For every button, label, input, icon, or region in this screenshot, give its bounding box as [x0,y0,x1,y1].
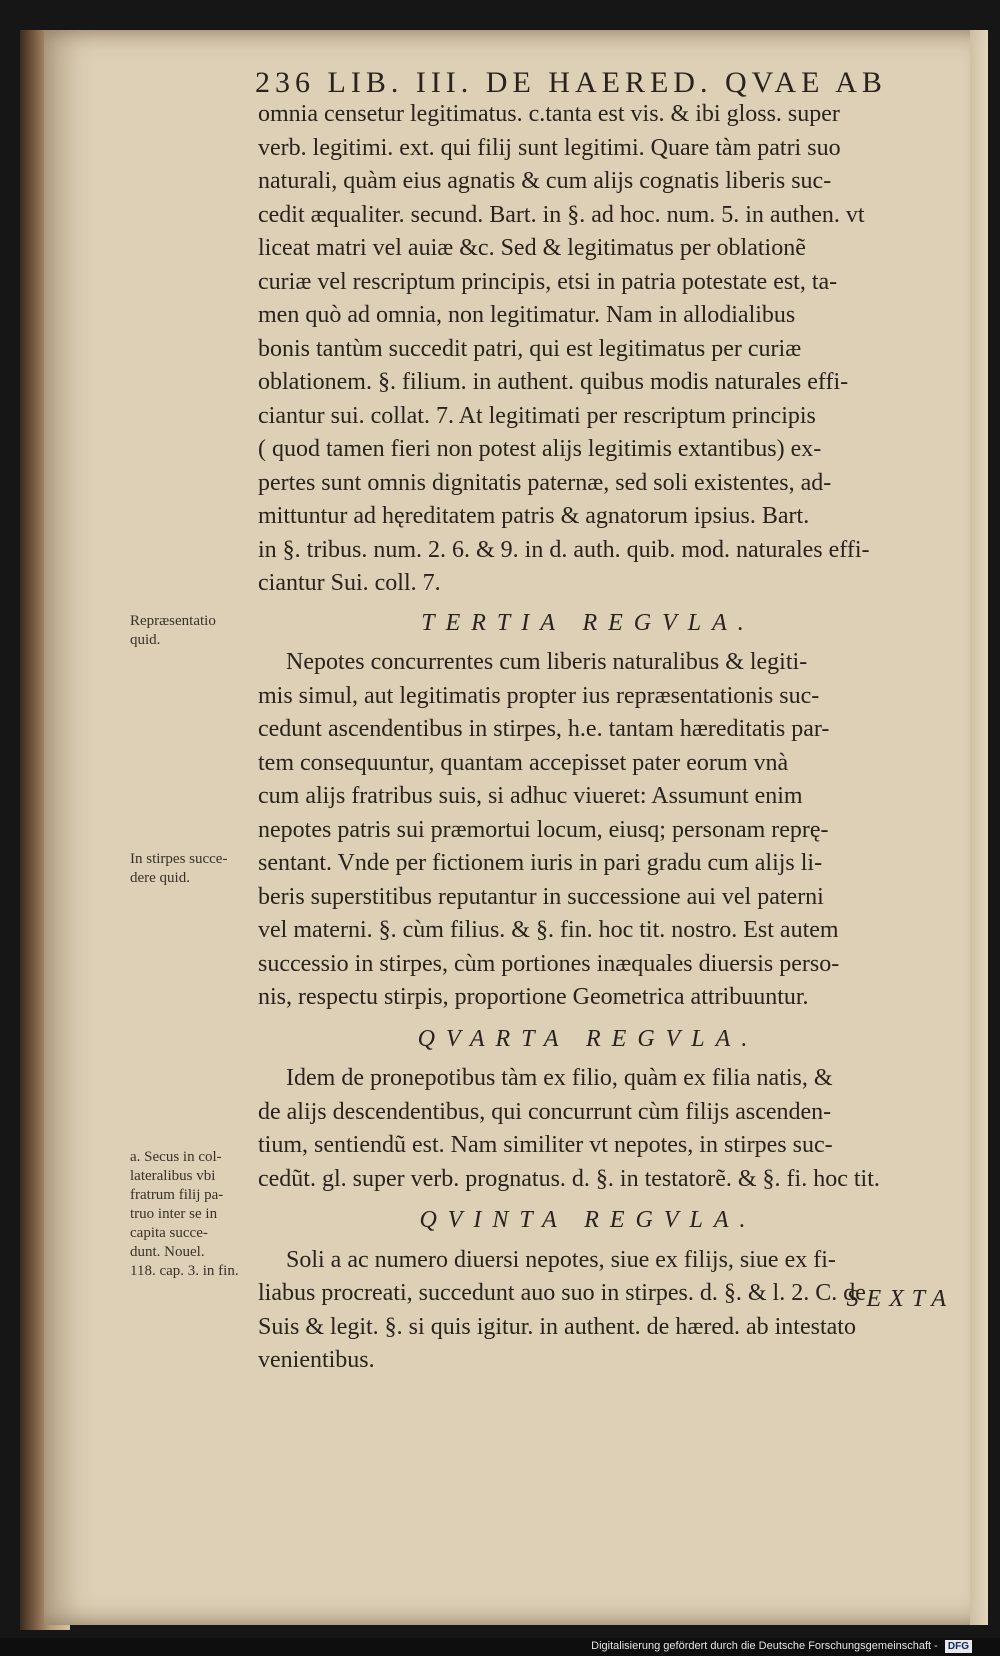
catchword: SEXTA [846,1286,954,1312]
rule-heading-quinta: QVINTA REGVLA. [419,1207,757,1233]
paragraph-3: Idem de pronepotibus tàm ex filio, quàm ex filia natis, & de alijs descendentibus, qui concurrunt cùm filijs ascenden- tium, sentiendũ est. Nam similiter vt nepotes, in stirpes suc- cedũt. gl. super verb. prognatus. d. §. in testatorẽ. & §. fi. hoc tit. [258,1065,880,1192]
funding-footer [591,1638,972,1654]
main-text [258,98,918,1378]
rule-heading-tertia: TERTIA REGVLA. [421,609,755,636]
paragraph-4: Soli a ac numero diuersi nepotes, siue ex filijs, siue ex fi- liabus procreati, succedunt auo suo in stirpes. d. §. & l. 2. C. de Suis & legit. §. si quis igitur. in authent. de hæred. ab intestato venientibus. [258,1246,866,1373]
funding-footer-bar [0,1638,1000,1656]
funding-text: Digitalisierung gefördert durch die Deutsche Forschungsgemeinschaft - [591,1640,938,1652]
rule-heading-quarta: QVARTA REGVLA. [417,1025,759,1052]
paragraph-1: omnia censetur legitimatus. c.tanta est vis. & ibi gloss. super verb. legitimi. ext. qui filij sunt legitimi. Quare tàm patri suo naturali, quàm eius agnatis & cum alijs cognatis liberis suc- cedit æqualiter. secund. Bart. in §. ad hoc. num. 5. in authen. vt liceat matri vel auiæ &c. Sed & legitimatus per oblationẽ curiæ vel rescriptum principis, etsi in patria potestate est, ta- men quò ad omnia, non legitimatur. Nam in allodialibus bonis tantùm succedit patri, qui est legitimatus per curiæ oblationem. §. filium. in authent. quibus modis naturales effi- ciantur sui. collat. 7. At legitimati per rescriptum principis ( quod tamen fieri non potest alijs legitimis extantibus) ex- pertes sunt omnis dignitatis paternæ, sed soli existentes, ad- mittuntur ad hęreditatem patris & agnatorum ipsius. Bart. in §. tribus. num. 2. 6. & 9. in d. auth. quib. mod. naturales effi- ciantur Sui. coll. 7. [258,101,870,596]
margin-note-in-stirpes: In stirpes succe- dere quid. [130,851,228,886]
margin-note-repraesentatio: Repræsentatio quid. [130,613,216,648]
margin-note-secus: a. Secus in col- lateralibus vbi fratrum filij pa- truo inter se in capita succe- dunt. Nouel. 118. cap. 3. in fin. [130,1149,239,1279]
page-fore-edge [970,30,988,1625]
paragraph-2: Nepotes concurrentes cum liberis naturalibus & legiti- mis simul, aut legitimatis propter ius repræsentationis suc- cedunt ascendentibus in stirpes, h.e. tantam hæreditatis par- tem consequuntur, quantam accepisset pater eorum vnà cum alijs fratribus suis, si adhuc viueret: Assumunt enim nepotes patris sui præmortui locum, eiusq; personam reprę- sentant. Vnde per fictionem iuris in pari gradu cum alijs li- beris superstitibus reputantur in successione aui vel paterni vel materni. §. cùm filius. & §. fin. hoc tit. nostro. Est autem successio in stirpes, cùm portiones inæquales diuersis perso- nis, respectu stirpis, proportione Geometrica attribuuntur. [258,649,840,1010]
dfg-logo-icon: DFG [945,1640,972,1653]
running-header: 236 LIB. III. DE HAERED. QVAE AB [255,66,887,99]
